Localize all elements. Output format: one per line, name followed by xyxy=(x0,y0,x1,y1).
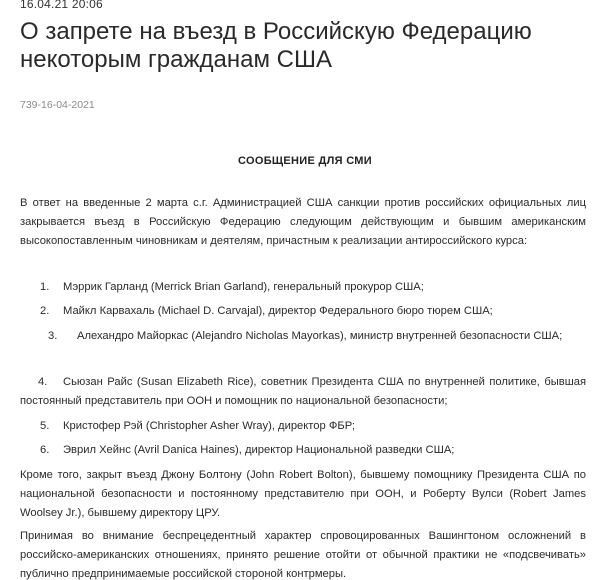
intro-paragraph: В ответ на введенные 2 марта с.г. Администрацией США санкции против российских официальных лиц закрывается въезд в Российскую Федерацию следующим действующим и бывшим американским высокопоставленным чиновникам и деятелям, причастным к реализации антироссийского курса: xyxy=(20,197,586,247)
list-item xyxy=(20,373,586,411)
list-item-text: Эврил Хейнс (Avril Danica Haines), директор Национальной разведки США; xyxy=(63,444,455,456)
list-item-number: 5. xyxy=(40,420,50,432)
press-release-heading: СООБЩЕНИЕ ДЛЯ СМИ xyxy=(238,155,372,167)
closing-paragraph: Принимая во внимание беспрецедентный характер спровоцированных Вашингтоном осложнений в российско-американских отношениях, принято решение отойти от обычной практики не «подсвечивать» публично предпринимаемые российской стороной контрмеры. xyxy=(20,530,586,580)
list-item-text: Сьюзан Райс (Susan Elizabeth Rice), советник Президента США по внутренней политике, бывшая постоянный представитель при ООН и помощник по национальной безопасности; xyxy=(20,376,586,407)
bolton-woolsey-paragraph: Кроме того, закрыт въезд Джону Болтону (John Robert Bolton), бывшему помощнику Президента США по национальной безопасности и постоянному представителю при ООН, и Роберту Вулси (Robert James Woolsey Jr.), бывшему директору ЦРУ. xyxy=(20,469,586,519)
list-item xyxy=(20,327,586,346)
publication-timestamp: 16.04.21 20:06 xyxy=(20,0,103,11)
document-number: 739-16-04-2021 xyxy=(20,99,95,111)
list-item-number: 3. xyxy=(48,330,58,342)
list-item-text: Мэррик Гарланд (Merrick Brian Garland), генеральный прокурор США; xyxy=(63,281,424,293)
list-item xyxy=(40,278,586,297)
list-item xyxy=(40,302,586,321)
page-title: О запрете на въезд в Российскую Федерацию некоторым гражданам США xyxy=(20,18,532,73)
list-item xyxy=(40,417,586,436)
list-item-number: 4. xyxy=(38,376,48,388)
list-item-text: Кристофер Рэй (Christopher Asher Wray), директор ФБР; xyxy=(63,420,356,432)
list-item-number: 1. xyxy=(40,281,50,293)
list-item-text: Майкл Карвахаль (Michael D. Carvajal), директор Федерального бюро тюрем США; xyxy=(63,305,493,317)
list-item xyxy=(40,441,586,460)
list-item-number: 6. xyxy=(40,444,50,456)
list-item-number: 2. xyxy=(40,305,50,317)
list-item-text: Алехандро Майоркас (Alejandro Nicholas Mayorkas), министр внутренней безопасности США; xyxy=(77,330,563,342)
